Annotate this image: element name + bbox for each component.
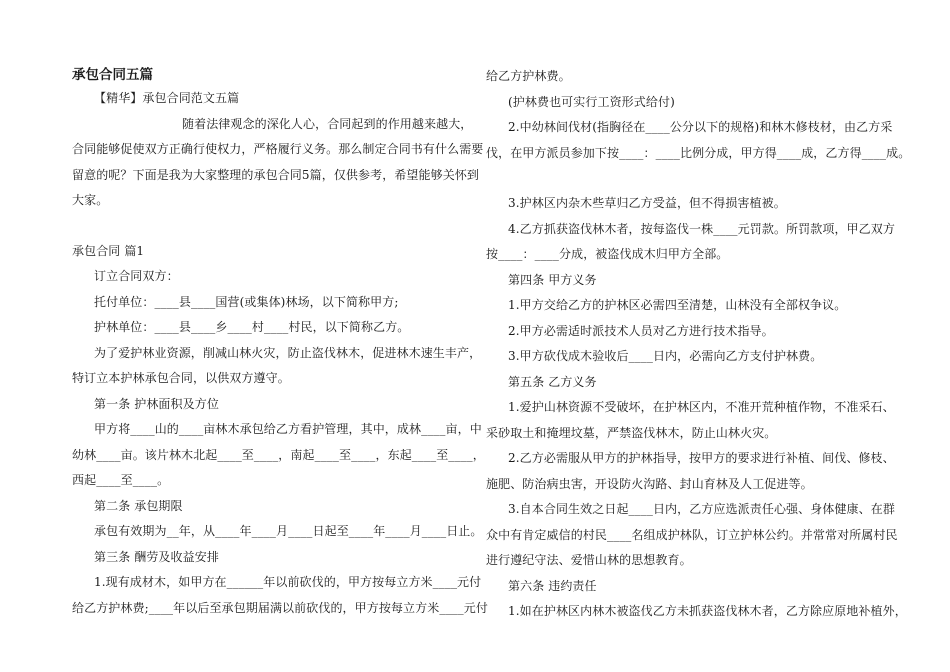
text-line: 幼林____亩。该片林木北起____至____，南起____至____，东起____至____， — [72, 447, 485, 462]
text-line: 承包合同 篇1 — [72, 243, 145, 258]
text-line: 2.乙方必需服从甲方的护林指导，按甲方的要求进行补植、间伐、修枝、 — [508, 451, 895, 465]
document-title: 承包合同五篇 — [72, 67, 153, 83]
text-line: 第三条 酬劳及收益安排 — [94, 549, 219, 564]
text-line: 特订立本护林承包合同，以供双方遵守。 — [72, 371, 290, 385]
text-line: 采砂取土和掩埋坟墓，严禁盗伐林木，防止山林火灾。 — [486, 425, 777, 440]
text-line: 伐，在甲方派员参加下按____：____比例分成，甲方得____成，乙方得____成。 — [486, 145, 911, 160]
text-line: (护林费也可实行工资形式给付) — [508, 94, 675, 109]
text-line: 【精华】承包合同范文五篇 — [94, 91, 240, 105]
text-line: 1.爱护山林资源不受破坏，在护林区内，不准开荒种植作物，不准采石、 — [508, 400, 895, 414]
text-line: 第五条 乙方义务 — [508, 374, 597, 389]
text-line: 第四条 甲方义务 — [508, 272, 597, 287]
paragraph-gap — [72, 214, 462, 239]
right-text-body — [486, 64, 911, 625]
text-line: 1.如在护林区内林木被盗伐乙方未抓获盗伐林木者，乙方除应原地补植外， — [508, 604, 907, 618]
text-line: 护林单位：____县____乡____村____村民，以下简称乙方。 — [94, 320, 410, 334]
left-column — [72, 64, 488, 621]
text-line: 随着法律观念的深化人心，合同起到的作用越来越大， — [182, 116, 473, 131]
text-line: 第二条 承包期限 — [94, 498, 183, 513]
text-line: 第一条 护林面积及方位 — [94, 396, 219, 411]
text-line: 3.甲方砍伐成木验收后____日内，必需向乙方支付护林费。 — [508, 349, 823, 363]
text-line: 第六条 违约责任 — [508, 578, 597, 593]
text-line: 承包有效期为__年，从____年____月____日起至____年____月____日止。 — [94, 524, 483, 538]
text-line: 3.自本合同生效之日起____日内，乙方应选派责任心强、身体健康、在群 — [508, 502, 895, 516]
text-line: 进行遵纪守法、爱惜山林的思想教育。 — [486, 553, 692, 567]
right-column — [486, 64, 911, 625]
text-line: 1.甲方交给乙方的护林区必需四至清楚，山林没有全部权争议。 — [508, 298, 847, 312]
text-line: 给乙方护林费;____年以后至承包期届满以前砍伐的，甲方按每立方米____元付 — [72, 600, 488, 615]
text-line: 西起____至____。 — [72, 473, 170, 487]
text-line: 1.现有成材木，如甲方在______年以前砍伐的，甲方按每立方米____元付 — [94, 575, 482, 589]
text-line: 3.护林区内杂木些草归乙方受益，但不得损害植被。 — [508, 196, 786, 210]
text-line: 为了爱护林业资源，削减山林火灾，防止盗伐林木，促进林木速生丰产， — [94, 345, 482, 360]
text-line: 大家。 — [72, 193, 109, 207]
text-line: 按____：____分成，被盗伐成木归甲方全部。 — [486, 247, 729, 261]
paragraph-gap — [486, 166, 878, 191]
text-line: 合同能够促使双方正确行使权力，严格履行义务。那么制定合同书有什么需要 — [72, 142, 484, 156]
text-line: 甲方将____山的____亩林木承包给乙方看护管理，其中，成林____亩，中 — [94, 422, 482, 436]
text-line: 托付单位：____县____国营(或集体)林场，以下简称甲方; — [94, 294, 399, 309]
text-line: 施肥、防治病虫害，开设防火沟路、封山育林及人工促进等。 — [486, 476, 813, 491]
left-text-body — [72, 86, 488, 621]
text-line: 众中有肯定威信的村民____名组成护林队，订立护林公约。并常常对所属村民 — [486, 527, 898, 542]
text-line: 订立合同双方： — [94, 269, 179, 283]
text-line: 2.甲方必需适时派技术人员对乙方进行技术指导。 — [508, 323, 774, 338]
text-line: 给乙方护林费。 — [486, 69, 571, 83]
text-line: 4.乙方抓获盗伐林木者，按每盗伐一株____元罚款。所罚款项，甲乙双方 — [508, 221, 895, 236]
text-line: 留意的呢？下面是我为大家整理的承包合同5篇，仅供参考，希望能够关怀到 — [72, 167, 480, 182]
text-line: 2.中幼林间伐材(指胸径在____公分以下的规格)和林木修枝材，由乙方采 — [508, 120, 893, 134]
